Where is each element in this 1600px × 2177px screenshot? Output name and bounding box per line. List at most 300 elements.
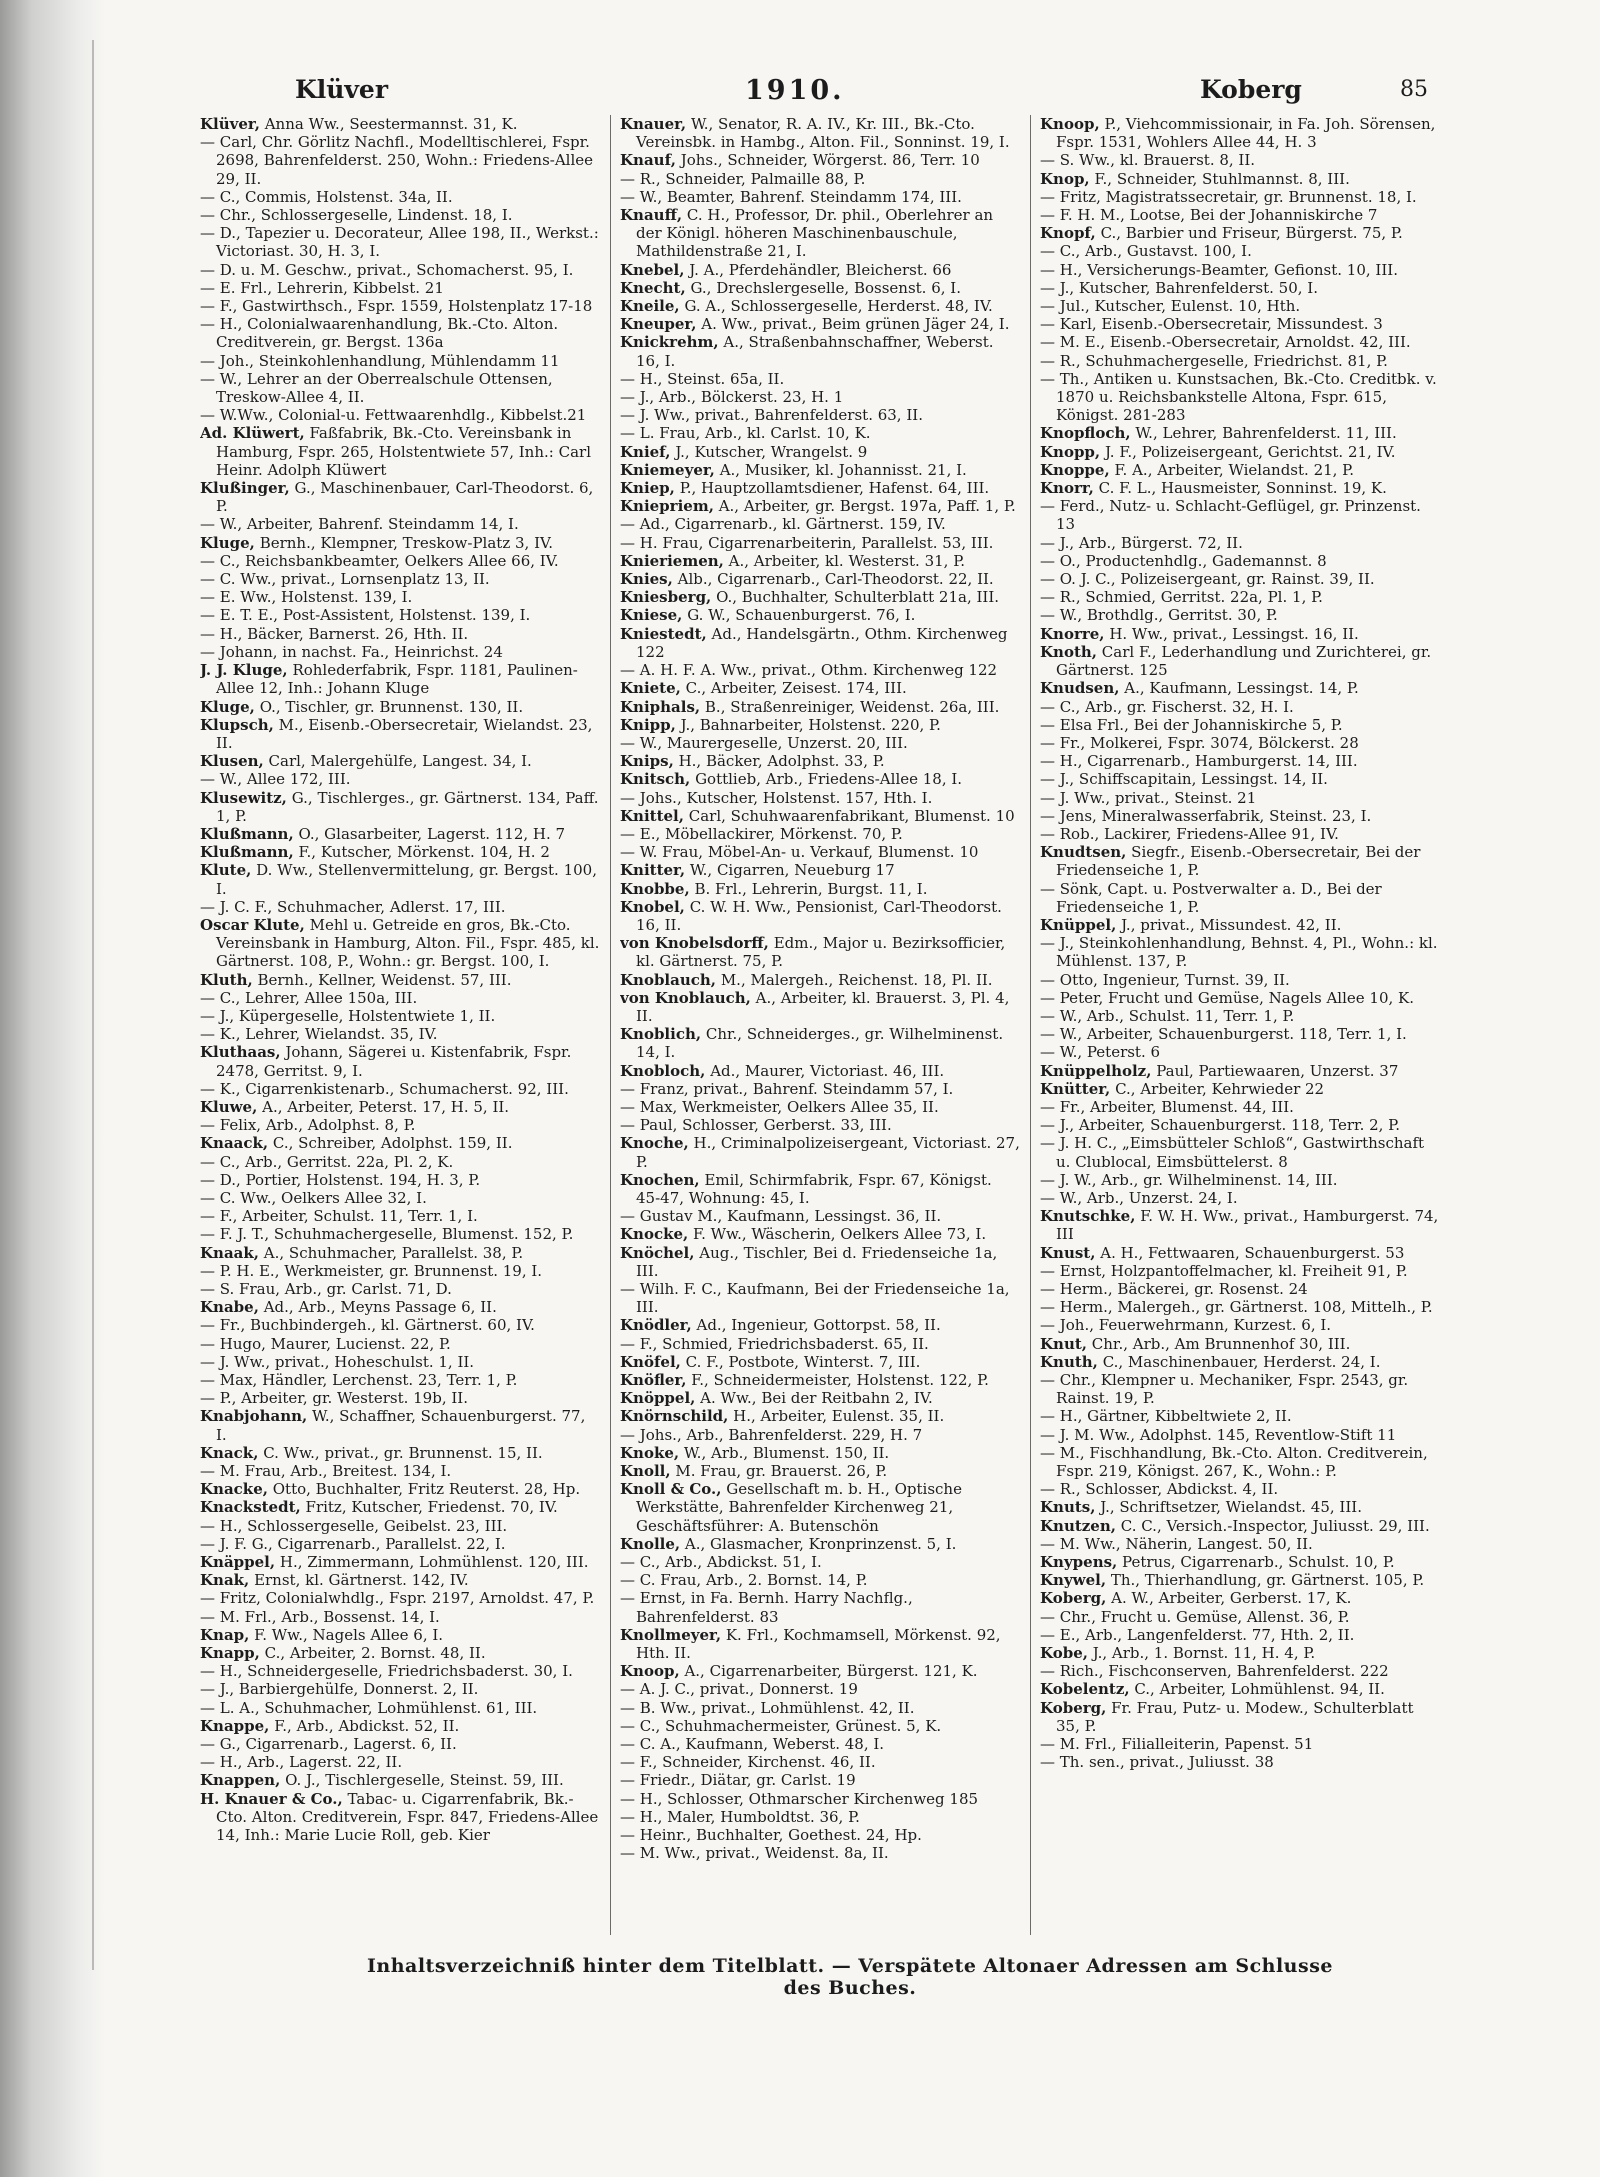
entry-details: H., Criminalpolizeisergeant, Victoriast. 27, P. xyxy=(636,1134,1020,1171)
entry-details: — O. J. C., Polizeisergeant, gr. Rainst. 39, II. xyxy=(1040,570,1375,589)
directory-entry xyxy=(1040,534,1440,552)
entry-details: — D., Tapezier u. Decorateur, Allee 198, II., Werkst.: Victoriast. 30, H. 3, I. xyxy=(200,224,599,261)
entry-details: — Heinr., Buchhalter, Goethest. 24, Hp. xyxy=(620,1826,922,1845)
entry-details: H., Arbeiter, Eulenst. 35, II. xyxy=(733,1407,945,1426)
directory-entry xyxy=(1040,1371,1440,1407)
entry-details: — Chr., Schlossergeselle, Lindenst. 18, I. xyxy=(200,206,513,225)
entry-details: — H., Schlossergeselle, Geibelst. 23, III. xyxy=(200,1516,508,1535)
directory-entry xyxy=(200,1316,600,1334)
entry-surname: Kniese, xyxy=(620,606,683,625)
entry-surname: Knöppel, xyxy=(620,1389,696,1408)
column-divider xyxy=(610,115,611,1935)
entry-details: — F., Gastwirthsch., Fspr. 1559, Holstenplatz 17-18 xyxy=(200,297,593,316)
directory-entry xyxy=(620,1389,1020,1407)
entry-details: D. Ww., Stellenvermittelung, gr. Bergst. 100, I. xyxy=(216,861,597,898)
entry-details: J., privat., Missundest. 42, II. xyxy=(1121,915,1342,934)
directory-entry xyxy=(620,1407,1020,1425)
entry-surname: Knaack, xyxy=(200,1134,269,1153)
entry-details: B. Frl., Lehrerin, Burgst. 11, I. xyxy=(694,879,928,898)
entry-surname: Kluge, xyxy=(200,533,255,552)
entry-details: — D. u. M. Geschw., privat., Schomacherst. 95, I. xyxy=(200,260,574,279)
entry-surname: Knapp, xyxy=(200,1644,260,1663)
entry-surname: Klusen, xyxy=(200,752,264,771)
directory-columns xyxy=(200,115,1450,1935)
entry-details: Ad., Maurer, Victoriast. 46, III. xyxy=(710,1061,945,1080)
entry-surname: Knöchel, xyxy=(620,1243,695,1262)
entry-details: — Paul, Schlosser, Gerberst. 33, III. xyxy=(620,1116,892,1135)
directory-entry xyxy=(200,1462,600,1480)
entry-details: — Joh., Steinkohlenhandlung, Mühlendamm 11 xyxy=(200,351,560,370)
directory-entry xyxy=(620,261,1020,279)
directory-entry xyxy=(1040,1407,1440,1425)
entry-details: Bernh., Klempner, Treskow-Platz 3, IV. xyxy=(259,533,553,552)
directory-entry xyxy=(200,224,600,260)
directory-entry xyxy=(620,843,1020,861)
entry-details: — Jens, Mineralwasserfabrik, Steinst. 23, I. xyxy=(1040,806,1372,825)
entry-surname: Kluwe, xyxy=(200,1097,258,1116)
directory-entry xyxy=(200,1007,600,1025)
entry-details: — J. Ww., privat., Steinst. 21 xyxy=(1040,788,1257,807)
entry-details: — Sönk, Capt. u. Postverwalter a. D., Bei der Friedenseiche 1, P. xyxy=(1040,879,1382,916)
entry-details: — M. Ww., Näherin, Langest. 50, II. xyxy=(1040,1534,1313,1553)
directory-entry xyxy=(620,1826,1020,1844)
directory-entry xyxy=(200,1571,600,1589)
directory-entry xyxy=(200,625,600,643)
entry-details: Paul, Partiewaaren, Unzerst. 37 xyxy=(1156,1061,1399,1080)
entry-details: J. F., Polizeisergeant, Gerichtst. 21, IV. xyxy=(1104,442,1396,461)
book-spine-shadow xyxy=(0,0,105,2177)
directory-entry xyxy=(620,1771,1020,1789)
directory-entry xyxy=(200,261,600,279)
entry-details: — Carl, Chr. Görlitz Nachfl., Modelltischlerei, Fspr. 2698, Bahrenfelderst. 250, Wohn.: Friedens-Allee 29, II. xyxy=(200,133,594,188)
entry-details: — J. H. C., „Eimsbütteler Schloß“, Gastwirthschaft u. Clublocal, Eimsbüttelerst. 8 xyxy=(1040,1134,1425,1171)
entry-details: — W. Frau, Möbel-An- u. Verkauf, Blumenst. 10 xyxy=(620,843,979,862)
entry-details: F. A., Arbeiter, Wielandst. 21, P. xyxy=(1114,460,1355,479)
entry-details: C. H., Professor, Dr. phil., Oberlehrer an der Königl. höheren Maschinenbauschule, Mathildenstraße 21, I. xyxy=(636,206,994,261)
directory-entry xyxy=(1040,1553,1440,1571)
directory-entry xyxy=(200,1244,600,1262)
directory-entry xyxy=(200,1699,600,1717)
directory-entry xyxy=(1040,1171,1440,1189)
entry-details: A., Arbeiter, kl. Westerst. 31, P. xyxy=(728,551,966,570)
directory-entry xyxy=(200,661,600,697)
entry-details: — Johs., Arb., Bahrenfelderst. 229, H. 7 xyxy=(620,1425,923,1444)
directory-entry xyxy=(620,1335,1020,1353)
entry-surname: Knoblich, xyxy=(620,1025,702,1044)
directory-entry xyxy=(1040,1280,1440,1298)
entry-details: — F., Schmied, Friedrichsbaderst. 65, II. xyxy=(620,1334,929,1353)
directory-entry xyxy=(200,1371,600,1389)
header-year: 1910. xyxy=(745,75,845,106)
entry-surname: Kniep, xyxy=(620,479,675,498)
entry-details: — Fr., Arbeiter, Blumenst. 44, III. xyxy=(1040,1097,1294,1116)
entry-surname: Knüppelholz, xyxy=(1040,1061,1152,1080)
directory-entry xyxy=(200,1407,600,1443)
entry-surname: Knutschke, xyxy=(1040,1207,1136,1226)
entry-details: — J. Ww., privat., Hoheschulst. 1, II. xyxy=(200,1352,475,1371)
entry-details: O., Buchhalter, Schulterblatt 21a, III. xyxy=(716,588,1000,607)
entry-details: — Chr., Frucht u. Gemüse, Allenst. 36, P. xyxy=(1040,1607,1350,1626)
entry-details: Mehl u. Getreide en gros, Bk.-Cto. Vereinsbank in Hamburg, Alton. Fil., Fspr. 485, kl. Gärtnerst. 108, P., Wohn.: gr. Bergst. 100, I. xyxy=(216,915,600,971)
entry-details: — Otto, Ingenieur, Turnst. 39, II. xyxy=(1040,970,1290,989)
directory-entry xyxy=(620,789,1020,807)
entry-details: — M., Fischhandlung, Bk.-Cto. Alton. Creditverein, Fspr. 219, Königst. 267, K., Wohn.: P. xyxy=(1040,1443,1428,1481)
directory-entry xyxy=(620,1462,1020,1480)
entry-details: A., Arbeiter, gr. Bergst. 197a, Paff. 1, P. xyxy=(718,497,1016,516)
entry-details: A. Ww., Bei der Reitbahn 2, IV. xyxy=(700,1389,933,1408)
entry-surname: Knust, xyxy=(1040,1243,1096,1262)
entry-details: — H., Maler, Humboldtst. 36, P. xyxy=(620,1807,860,1826)
directory-entry xyxy=(1040,679,1440,697)
entry-details: A. Ww., privat., Beim grünen Jäger 24, I. xyxy=(701,315,1010,334)
entry-surname: Knoppe, xyxy=(1040,460,1110,479)
entry-details: G., Drechslergeselle, Bossenst. 6, I. xyxy=(690,278,961,297)
entry-details: J., Schriftsetzer, Wielandst. 45, III. xyxy=(1100,1498,1362,1517)
entry-details: — C. Ww., privat., Lornsenplatz 13, II. xyxy=(200,570,490,589)
entry-surname: Kniestedt, xyxy=(620,624,707,643)
entry-details: O., Glasarbeiter, Lagerst. 112, H. 7 xyxy=(298,824,566,843)
entry-details: O., Tischler, gr. Brunnenst. 130, II. xyxy=(259,697,524,716)
directory-entry xyxy=(200,843,600,861)
directory-entry xyxy=(200,1753,600,1771)
directory-entry xyxy=(620,1589,1020,1625)
entry-details: — Felix, Arb., Adolphst. 8, P. xyxy=(200,1116,416,1135)
entry-details: F. Ww., Nagels Allee 6, I. xyxy=(254,1625,444,1644)
entry-details: G. A., Schlossergeselle, Herderst. 48, IV. xyxy=(684,297,993,316)
directory-entry xyxy=(1040,734,1440,752)
directory-entry xyxy=(620,1753,1020,1771)
entry-surname: Kniete, xyxy=(620,679,681,698)
directory-entry xyxy=(620,1808,1020,1826)
directory-entry xyxy=(620,515,1020,533)
directory-entry xyxy=(620,934,1020,970)
entry-details: — L. Frau, Arb., kl. Carlst. 10, K. xyxy=(620,424,871,443)
directory-entry xyxy=(1040,1535,1440,1553)
directory-entry xyxy=(1040,1426,1440,1444)
entry-details: H., Bäcker, Adolphst. 33, P. xyxy=(678,752,885,771)
entry-details: — Th., Antiken u. Kunstsachen, Bk.-Cto. Creditbk. v. 1870 u. Reichsbankstelle Altona, Fspr. 615, Königst. 281-283 xyxy=(1040,369,1437,425)
entry-details: — C., Arb., Gerritst. 22a, Pl. 2, K. xyxy=(200,1152,454,1171)
directory-entry xyxy=(200,206,600,224)
entry-details: — W., Arbeiter, Bahrenf. Steindamm 14, I. xyxy=(200,515,519,534)
entry-details: — D., Portier, Holstenst. 194, H. 3, P. xyxy=(200,1170,481,1189)
directory-entry xyxy=(620,1134,1020,1170)
entry-surname: Knobbe, xyxy=(620,879,690,898)
directory-entry xyxy=(620,1207,1020,1225)
entry-details: — Fritz, Colonialwhdlg., Fspr. 2197, Arnoldst. 47, P. xyxy=(200,1589,595,1608)
directory-entry xyxy=(200,133,600,188)
entry-surname: Knütter, xyxy=(1040,1079,1111,1098)
directory-entry xyxy=(200,1553,600,1571)
directory-entry xyxy=(200,1626,600,1644)
directory-entry xyxy=(620,1680,1020,1698)
entry-details: Petrus, Cigarrenarb., Schulst. 10, P. xyxy=(1122,1553,1395,1572)
entry-details: — J. F. G., Cigarrenarb., Parallelst. 22, I. xyxy=(200,1534,506,1553)
entry-details: — Karl, Eisenb.-Obersecretair, Missundest. 3 xyxy=(1040,315,1383,334)
directory-entry xyxy=(1040,333,1440,351)
entry-details: Emil, Schirmfabrik, Fspr. 67, Königst. 45-47, Wohnung: 45, I. xyxy=(636,1170,992,1207)
entry-surname: Klusewitz, xyxy=(200,788,287,807)
entry-details: F., Arb., Abdickst. 52, II. xyxy=(274,1716,460,1735)
entry-surname: Kneile, xyxy=(620,297,680,316)
entry-details: — H. Frau, Cigarrenarbeiterin, Parallelst. 53, III. xyxy=(620,533,994,552)
directory-entry xyxy=(620,1062,1020,1080)
entry-details: — O., Productenhdlg., Gademannst. 8 xyxy=(1040,551,1327,570)
entry-details: — M. Frl., Filialleiterin, Papenst. 51 xyxy=(1040,1735,1314,1754)
entry-details: C., Schreiber, Adolphst. 159, II. xyxy=(272,1134,513,1153)
directory-entry xyxy=(1040,1007,1440,1025)
entry-details: — H., Colonialwaarenhandlung, Bk.-Cto. Alton. Creditverein, gr. Bergst. 136a xyxy=(200,315,559,352)
entry-details: — C., Lehrer, Allee 150a, III. xyxy=(200,988,418,1007)
directory-entry xyxy=(200,716,600,752)
entry-surname: Knopfloch, xyxy=(1040,424,1131,443)
entry-surname: Knoke, xyxy=(620,1443,680,1462)
directory-entry xyxy=(1040,1116,1440,1134)
directory-entry xyxy=(200,825,600,843)
entry-details: — H., Schneidergeselle, Friedrichsbaderst. 30, I. xyxy=(200,1662,573,1681)
directory-entry xyxy=(620,661,1020,679)
entry-surname: Knauer, xyxy=(620,115,687,133)
entry-surname: Knoche, xyxy=(620,1134,689,1153)
directory-entry xyxy=(620,752,1020,770)
entry-surname: Knecht, xyxy=(620,278,686,297)
directory-entry xyxy=(200,643,600,661)
directory-entry xyxy=(1040,606,1440,624)
directory-entry xyxy=(1040,479,1440,497)
entry-details: Faßfabrik, Bk.-Cto. Vereinsbank in Hamburg, Fspr. 265, Holstentwiete 57, Inh.: Carl Heinr. Adolph Klüwert xyxy=(216,424,591,479)
directory-entry xyxy=(1040,1298,1440,1316)
directory-entry xyxy=(1040,261,1440,279)
entry-details: — R., Schlosser, Abdickst. 4, II. xyxy=(1040,1480,1279,1499)
entry-details: Anna Ww., Seestermannst. 31, K. xyxy=(264,115,518,133)
directory-entry xyxy=(1040,1498,1440,1516)
entry-details: — J. Ww., privat., Bahrenfelderst. 63, II. xyxy=(620,406,923,425)
directory-entry xyxy=(1040,151,1440,169)
directory-entry xyxy=(1040,552,1440,570)
directory-entry xyxy=(200,1116,600,1134)
directory-entry xyxy=(620,1735,1020,1753)
directory-entry xyxy=(1040,1662,1440,1680)
directory-entry xyxy=(620,461,1020,479)
entry-details: C., Arbeiter, Lohmühlenst. 94, II. xyxy=(1134,1680,1385,1699)
directory-entry xyxy=(200,1171,600,1189)
directory-entry xyxy=(620,1316,1020,1334)
directory-entry xyxy=(620,807,1020,825)
entry-details: — Th. sen., privat., Juliusst. 38 xyxy=(1040,1753,1274,1772)
entry-details: — W., Arbeiter, Schauenburgerst. 118, Terr. 1, I. xyxy=(1040,1025,1407,1044)
directory-entry xyxy=(200,1480,600,1498)
directory-entry xyxy=(200,297,600,315)
directory-entry xyxy=(620,170,1020,188)
entry-details: A., Musiker, kl. Johannisst. 21, I. xyxy=(719,460,967,479)
directory-entry xyxy=(620,679,1020,697)
entry-surname: Knöfler, xyxy=(620,1371,687,1390)
entry-surname: Kneuper, xyxy=(620,315,697,334)
directory-entry xyxy=(1040,716,1440,734)
entry-details: — Herm., Malergeh., gr. Gärtnerst. 108, Mittelh., P. xyxy=(1040,1298,1433,1317)
directory-entry xyxy=(620,1080,1020,1098)
directory-entry xyxy=(1040,1626,1440,1644)
entry-details: — Wilh. F. C., Kaufmann, Bei der Friedenseiche 1a, III. xyxy=(620,1280,1010,1317)
directory-entry xyxy=(620,1353,1020,1371)
entry-details: — Friedr., Diätar, gr. Carlst. 19 xyxy=(620,1771,856,1790)
directory-entry xyxy=(1040,1571,1440,1589)
entry-surname: Knorre, xyxy=(1040,624,1105,643)
entry-surname: Knacke, xyxy=(200,1480,268,1499)
entry-details: — W., Brothdlg., Gerritst. 30, P. xyxy=(1040,606,1278,625)
directory-entry xyxy=(1040,1699,1440,1735)
entry-surname: von Knoblauch, xyxy=(620,988,751,1007)
entry-surname: Knabe, xyxy=(200,1298,259,1317)
directory-entry xyxy=(200,789,600,825)
entry-details: Edm., Major u. Bezirksofficier, kl. Gärtnerst. 75, P. xyxy=(636,934,1006,971)
entry-surname: Klupsch, xyxy=(200,715,274,734)
entry-details: K. Frl., Kochmamsell, Mörkenst. 92, Hth. II. xyxy=(636,1625,1001,1663)
entry-details: — W., Beamter, Bahrenf. Steindamm 174, III. xyxy=(620,187,962,206)
entry-details: — C., Arb., Abdickst. 51, I. xyxy=(620,1553,822,1572)
entry-details: C. Ww., privat., gr. Brunnenst. 15, II. xyxy=(263,1443,543,1462)
directory-entry xyxy=(200,534,600,552)
entry-details: — J., Kutscher, Bahrenfelderst. 50, I. xyxy=(1040,278,1318,297)
directory-entry xyxy=(620,333,1020,369)
directory-entry xyxy=(200,1517,600,1535)
directory-entry xyxy=(620,206,1020,261)
directory-entry xyxy=(200,515,600,533)
entry-surname: Knappe, xyxy=(200,1716,270,1735)
entry-surname: Knuts, xyxy=(1040,1498,1096,1517)
directory-entry xyxy=(200,1389,600,1407)
directory-entry xyxy=(1040,206,1440,224)
entry-surname: H. Knauer & Co., xyxy=(200,1789,343,1808)
directory-entry xyxy=(1040,1098,1440,1116)
entry-details: — Fritz, Magistratssecretair, gr. Brunnenst. 18, I. xyxy=(1040,187,1417,206)
entry-surname: Knauff, xyxy=(620,206,683,225)
entry-surname: von Knobelsdorff, xyxy=(620,934,769,953)
entry-details: — J., Küpergeselle, Holstentwiete 1, II. xyxy=(200,1006,496,1025)
entry-surname: Klüver, xyxy=(200,115,260,133)
entry-details: — E. Frl., Lehrerin, Kibbelst. 21 xyxy=(200,278,444,297)
entry-details: A. H., Fettwaaren, Schauenburgerst. 53 xyxy=(1100,1243,1405,1262)
column-2 xyxy=(620,115,1020,1935)
entry-details: F. W. H. Ww., privat., Hamburgerst. 74, III xyxy=(1056,1207,1439,1244)
entry-details: — A. J. C., privat., Donnerst. 19 xyxy=(620,1680,858,1699)
entry-surname: Knoll & Co., xyxy=(620,1480,722,1499)
entry-surname: Knabjohann, xyxy=(200,1407,308,1426)
directory-entry xyxy=(1040,1244,1440,1262)
directory-entry xyxy=(620,1116,1020,1134)
directory-entry xyxy=(620,1098,1020,1116)
entry-details: — Gustav M., Kaufmann, Lessingst. 36, II. xyxy=(620,1207,942,1226)
entry-details: C., Arbeiter, 2. Bornst. 48, II. xyxy=(264,1644,486,1663)
entry-surname: Klute, xyxy=(200,861,252,880)
entry-details: G. W., Schauenburgerst. 76, I. xyxy=(687,606,916,625)
directory-entry xyxy=(1040,1025,1440,1043)
entry-surname: Kniepriem, xyxy=(620,497,714,516)
directory-entry xyxy=(620,1571,1020,1589)
entry-details: — F., Schneider, Kirchenst. 46, II. xyxy=(620,1753,876,1772)
directory-entry xyxy=(1040,1444,1440,1480)
directory-entry xyxy=(200,1608,600,1626)
directory-entry xyxy=(1040,843,1440,879)
entry-details: — R., Schuhmachergeselle, Friedrichst. 81, P. xyxy=(1040,351,1388,370)
entry-details: — J., Arb., Bölckerst. 23, H. 1 xyxy=(620,388,844,407)
entry-surname: Knappen, xyxy=(200,1771,281,1790)
entry-details: Ernst, kl. Gärtnerst. 142, IV. xyxy=(254,1571,469,1590)
entry-surname: Knywel, xyxy=(1040,1571,1107,1590)
directory-entry xyxy=(200,989,600,1007)
directory-entry xyxy=(620,1225,1020,1243)
entry-details: — Chr., Klempner u. Mechaniker, Fspr. 2543, gr. Rainst. 19, P. xyxy=(1040,1371,1409,1408)
directory-entry xyxy=(200,406,600,424)
directory-entry xyxy=(620,861,1020,879)
page-footer-note: Inhaltsverzeichniß hinter dem Titelblatt. — Verspätete Altonaer Adressen am Schlusse des Buches. xyxy=(367,1955,1333,1999)
directory-entry xyxy=(620,370,1020,388)
entry-surname: Knudtsen, xyxy=(1040,843,1127,862)
entry-surname: Knief, xyxy=(620,442,671,461)
entry-details: W., Lehrer, Bahrenfelderst. 11, III. xyxy=(1135,424,1397,443)
directory-entry xyxy=(200,1680,600,1698)
entry-details: — E., Möbellackirer, Mörkenst. 70, P. xyxy=(620,824,903,843)
directory-entry xyxy=(1040,770,1440,788)
column-3 xyxy=(1040,115,1440,1935)
directory-entry xyxy=(200,1043,600,1079)
entry-details: — P., Arbeiter, gr. Westerst. 19b, II. xyxy=(200,1389,468,1408)
directory-entry xyxy=(200,1080,600,1098)
entry-details: A., Straßenbahnschaffner, Weberst. 16, I. xyxy=(636,333,994,370)
entry-surname: Knollmeyer, xyxy=(620,1625,722,1644)
directory-entry xyxy=(620,1444,1020,1462)
directory-entry xyxy=(620,770,1020,788)
entry-details: — E. T. E., Post-Assistent, Holstenst. 139, I. xyxy=(200,606,531,625)
entry-details: — Elsa Frl., Bei der Johanniskirche 5, P. xyxy=(1040,715,1343,734)
entry-details: — K., Cigarrenkistenarb., Schumacherst. 92, III. xyxy=(200,1079,569,1098)
entry-details: — B. Ww., privat., Lohmühlenst. 42, II. xyxy=(620,1698,915,1717)
entry-details: W., Senator, R. A. IV., Kr. III., Bk.-Cto. Vereinsbk. in Hambg., Alton. Fil., Sonninst. 19, I. xyxy=(636,115,1010,152)
entry-details: — C., Schuhmachermeister, Grünest. 5, K. xyxy=(620,1716,942,1735)
entry-details: Carl, Schuhwaarenfabrikant, Blumenst. 10 xyxy=(688,806,1015,825)
entry-details: C. F. L., Hausmeister, Sonninst. 19, K. xyxy=(1098,479,1387,498)
entry-details: Fritz, Kutscher, Friedenst. 70, IV. xyxy=(305,1498,558,1517)
entry-surname: Kobelentz, xyxy=(1040,1680,1130,1699)
directory-entry xyxy=(620,1844,1020,1862)
directory-entry xyxy=(1040,1335,1440,1353)
entry-surname: Knieriemen, xyxy=(620,551,724,570)
entry-details: M. Frau, gr. Brauerst. 26, P. xyxy=(675,1462,888,1481)
entry-surname: Knörnschild, xyxy=(620,1407,729,1426)
directory-entry xyxy=(620,570,1020,588)
entry-details: M., Eisenb.-Obersecretair, Wielandst. 23, II. xyxy=(216,715,593,752)
entry-details: — C., Arb., gr. Fischerst. 32, H. I. xyxy=(1040,697,1294,716)
directory-entry xyxy=(200,1735,600,1753)
directory-entry xyxy=(1040,916,1440,934)
directory-entry xyxy=(200,115,600,133)
entry-details: — Rob., Lackirer, Friedens-Allee 91, IV. xyxy=(1040,824,1339,843)
directory-entry xyxy=(200,1098,600,1116)
directory-entry xyxy=(620,1371,1020,1389)
directory-entry xyxy=(1040,880,1440,916)
entry-surname: Knitter, xyxy=(620,861,686,880)
directory-entry xyxy=(620,479,1020,497)
directory-entry xyxy=(1040,443,1440,461)
entry-details: W., Cigarren, Neueburg 17 xyxy=(689,861,895,880)
entry-details: — W., Arb., Unzerst. 24, I. xyxy=(1040,1188,1238,1207)
directory-entry xyxy=(1040,1608,1440,1626)
binding-edge xyxy=(92,40,94,1970)
directory-entry xyxy=(1040,242,1440,260)
directory-entry xyxy=(200,552,600,570)
directory-entry xyxy=(620,1662,1020,1680)
entry-details: — Franz, privat., Bahrenf. Steindamm 57, I. xyxy=(620,1079,954,1098)
